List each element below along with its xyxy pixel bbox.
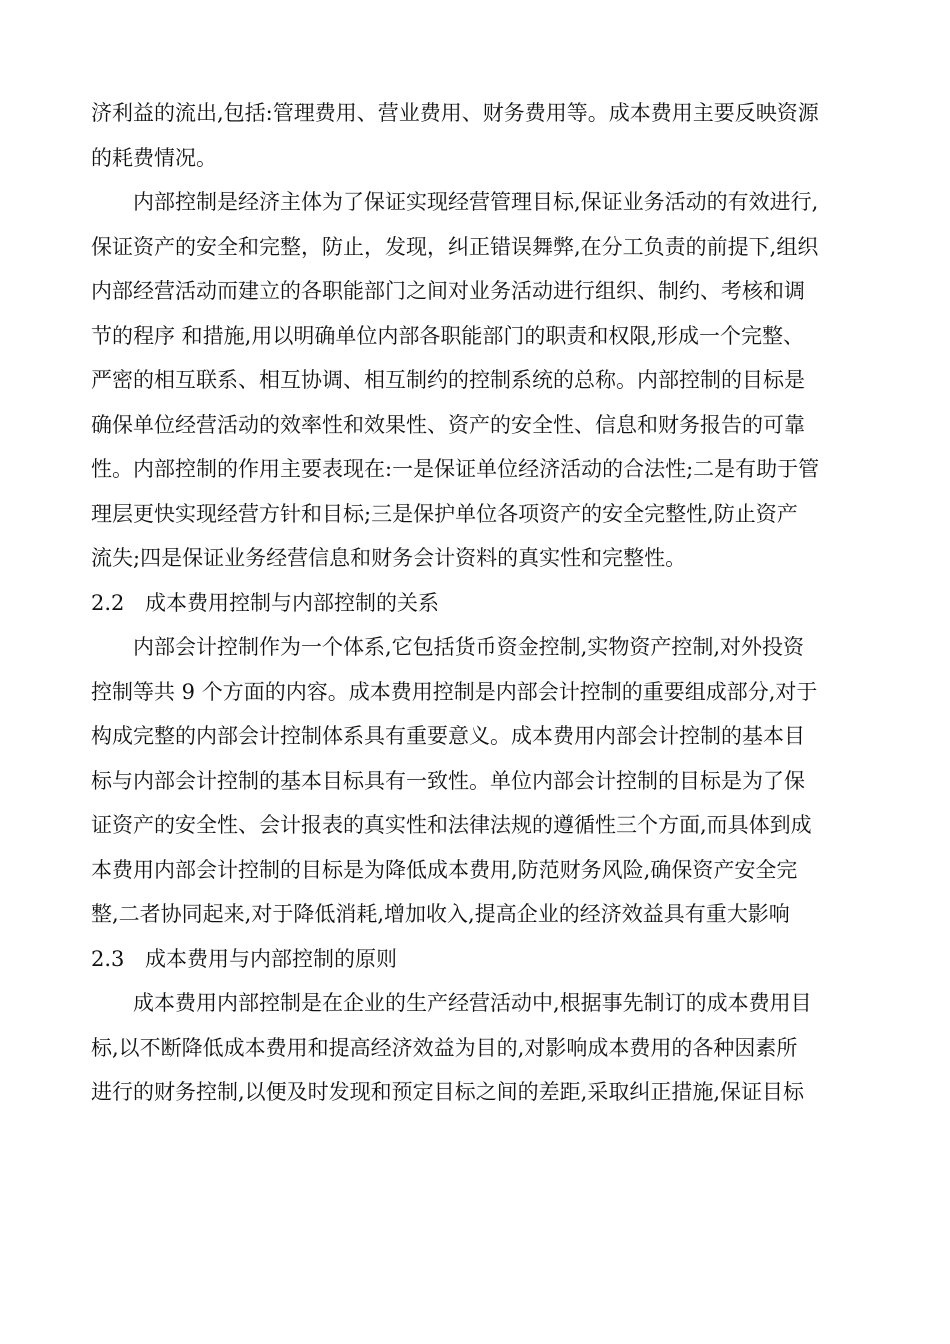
paragraph-4 xyxy=(91,981,861,1115)
text-line: 的耗费情况。 xyxy=(91,145,217,170)
text-line: 整,二者协同起来,对于降低消耗,增加收入,提高企业的经济效益具有重大影响 xyxy=(91,902,790,926)
text-line: 标与内部会计控制的基本目标具有一致性。单位内部会计控制的目标是为了保 xyxy=(91,768,805,793)
text-line: 构成完整的内部会计控制体系具有重要意义。成本费用内部会计控制的基本目 xyxy=(91,724,805,748)
text-line: 理层更快实现经营方针和目标;三是保护单位各项资产的安全完整性,防止资产 xyxy=(91,501,798,526)
paragraph-2 xyxy=(91,180,861,581)
text-line: 确保单位经营活动的效率性和效果性、资产的安全性、信息和财务报告的可靠 xyxy=(91,412,805,437)
text-line: 节的程序 和措施,用以明确单位内部各职能部门的职责和权限,形成一个完整、 xyxy=(91,323,805,348)
section-title: 成本费用与内部控制的原则 xyxy=(145,946,397,971)
text-line: 本费用内部会计控制的目标是为降低成本费用,防范财务风险,确保资产安全完 xyxy=(91,857,798,882)
text-line: 内部控制是经济主体为了保证实现经营管理目标,保证业务活动的有效进行, xyxy=(133,190,819,214)
text-line: 济利益的流出,包括:管理费用、营业费用、财务费用等。成本费用主要反映资源 xyxy=(91,101,819,125)
section-title: 成本费用控制与内部控制的关系 xyxy=(145,590,439,615)
text-line: 成本费用内部控制是在企业的生产经营活动中,根据事先制订的成本费用目 xyxy=(133,991,812,1015)
text-line: 标,以不断降低成本费用和提高经济效益为目的,对影响成本费用的各种因素所 xyxy=(91,1035,798,1060)
text-line: 进行的财务控制,以便及时发现和预定目标之间的差距,采取纠正措施,保证目标 xyxy=(91,1080,805,1104)
text-line: 内部会计控制作为一个体系,它包括货币资金控制,实物资产控制,对外投资 xyxy=(133,635,805,659)
paragraph-1 xyxy=(91,91,861,180)
section-heading-2-2 xyxy=(91,581,861,626)
text-line: 保证资产的安全和完整，防止，发现，纠正错误舞弊,在分工负责的前提下,组织 xyxy=(91,234,819,259)
text-line: 证资产的安全性、会计报表的真实性和法律法规的遵循性三个方面,而具体到成 xyxy=(91,813,812,837)
text-line: 流失;四是保证业务经营信息和财务会计资料的真实性和完整性。 xyxy=(91,546,687,570)
text-line: 控制等共 9 个方面的内容。成本费用控制是内部会计控制的重要组成部分,对于 xyxy=(91,679,818,704)
text-line: 内部经营活动而建立的各职能部门之间对业务活动进行组织、制约、考核和调 xyxy=(91,279,805,303)
text-line: 严密的相互联系、相互协调、相互制约的控制系统的总称。内部控制的目标是 xyxy=(91,368,805,392)
document-page xyxy=(91,91,861,1115)
section-number: 2.2 xyxy=(91,590,125,615)
section-number: 2.3 xyxy=(91,946,125,971)
text-line: 性。内部控制的作用主要表现在:一是保证单位经济活动的合法性;二是有助于管 xyxy=(91,457,820,481)
section-heading-2-3 xyxy=(91,937,861,982)
paragraph-3 xyxy=(91,625,861,937)
